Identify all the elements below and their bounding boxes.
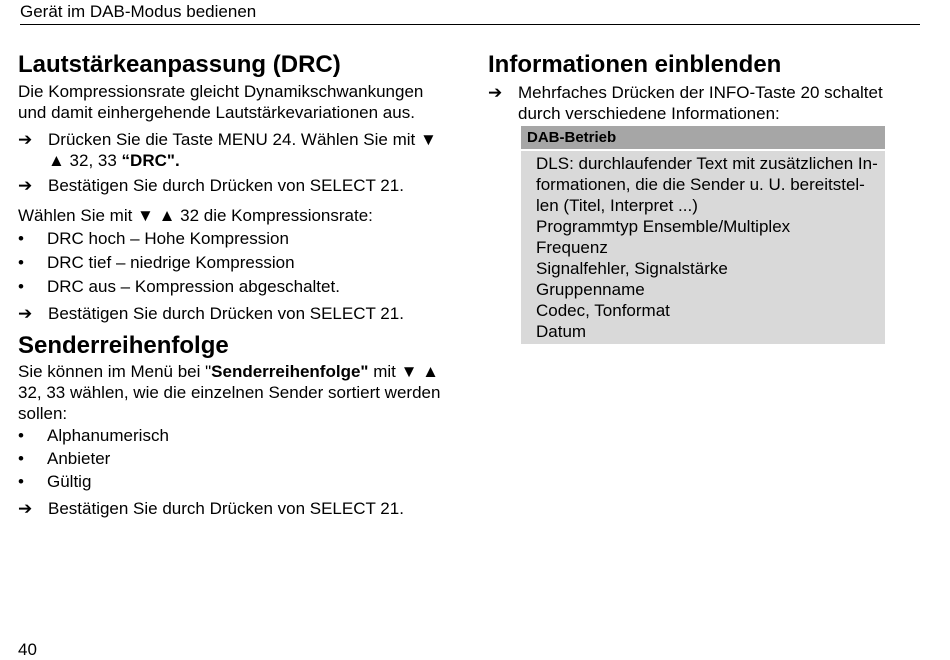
order-option-2 [18,448,458,469]
drc-option-text: DRC aus – Kompression abgeschaltet. [47,277,340,296]
info-table-row: Gruppenname [536,280,645,299]
info-step [488,82,898,124]
drc-option-1 [18,228,458,249]
left-column [18,50,458,519]
bullet-icon: • [18,229,24,248]
order-intro-line1 [18,361,458,382]
page-number: 40 [18,640,37,659]
drc-step1-line2-text: ▲ 32, 33 [48,151,122,170]
drc-option-text: DRC tief – niedrige Kompression [47,253,295,272]
order-confirm [18,498,458,519]
arrow-icon: ➔ [18,176,33,195]
info-table-row: Programmtyp Ensemble/Multiplex [536,217,791,236]
arrow-icon: ➔ [488,83,503,102]
drc-step2-text: Bestätigen Sie durch Drücken von SELECT 21. [48,176,404,195]
drc-intro-line1: Die Kompressionsrate gleicht Dynamikschwankungen [18,82,424,101]
order-heading: Senderreihenfolge [18,332,229,359]
order-intro-line3: sollen: [18,404,68,423]
info-table-row: Signalfehler, Signalstärke [536,259,728,278]
bullet-icon: • [18,426,24,445]
drc-step2 [18,175,458,196]
bullet-icon: • [18,253,24,272]
order-confirm-text: Bestätigen Sie durch Drücken von SELECT 21. [48,499,404,518]
info-table-row: Frequenz [536,238,608,257]
info-table-row: len (Titel, Interpret ...) [536,196,698,215]
order-option-text: Gültig [47,472,92,491]
info-heading: Informationen einblenden [488,51,782,78]
info-table-row: Datum [536,322,587,341]
info-step-line1: Mehrfaches Drücken der INFO-Taste 20 schaltet [518,83,883,102]
info-table-body [521,151,885,344]
order-intro-post: mit ▼ ▲ [368,362,439,381]
bullet-icon: • [18,449,24,468]
order-intro-line2: 32, 33 wählen, wie die einzelnen Sender sortiert werden [18,383,441,402]
drc-option-2 [18,252,458,273]
info-table-row: DLS: durchlaufender Text mit zusätzlichen In- [536,154,878,173]
order-option-1 [18,425,458,446]
order-option-text: Alphanumerisch [47,426,169,445]
drc-option-3 [18,276,458,297]
page-header: Gerät im DAB-Modus bedienen [20,2,920,25]
drc-intro-line2: und damit einhergehende Lautstärkevariationen aus. [18,103,415,122]
drc-step1-line2 [48,150,458,171]
order-intro-bold: Senderreihenfolge" [211,362,369,381]
info-step-line2: durch verschiedene Informationen: [518,104,780,123]
drc-step1-line2-bold: “DRC". [121,151,180,170]
info-table-row: formationen, die die Sender u. U. bereitstel- [536,175,865,194]
arrow-icon: ➔ [18,130,33,149]
drc-step1 [18,129,458,171]
info-table-header: DAB-Betrieb [521,126,885,151]
bullet-icon: • [18,277,24,296]
drc-confirm [18,303,458,324]
drc-heading: Lautstärkeanpassung (DRC) [18,51,341,78]
right-column [488,50,898,344]
bullet-icon: • [18,472,24,491]
order-option-text: Anbieter [47,449,111,468]
drc-choose: Wählen Sie mit ▼ ▲ 32 die Kompressionsrate: [18,206,373,225]
order-option-3 [18,471,458,492]
arrow-icon: ➔ [18,499,33,518]
order-intro-pre: Sie können im Menü bei " [18,362,212,381]
drc-confirm-text: Bestätigen Sie durch Drücken von SELECT 21. [48,304,404,323]
info-table-row: Codec, Tonformat [536,301,670,320]
drc-option-text: DRC hoch – Hohe Kompression [47,229,289,248]
drc-step1-line1: Drücken Sie die Taste MENU 24. Wählen Sie mit ▼ [48,130,437,149]
arrow-icon: ➔ [18,304,33,323]
info-table [521,126,885,344]
